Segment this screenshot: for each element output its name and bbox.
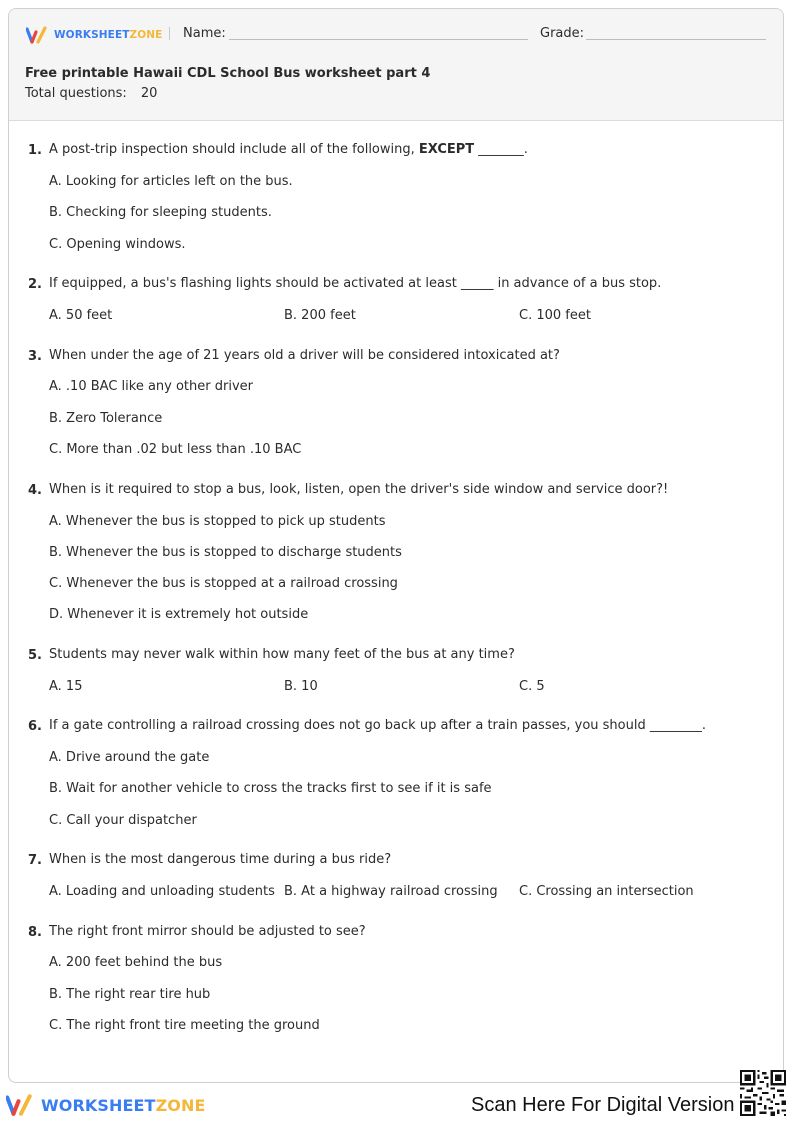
- option-c[interactable]: C. Call your dispatcher: [49, 813, 197, 828]
- question-text: Students may never walk within how many feet of the bus at any time?: [49, 647, 515, 662]
- question-number: 3.: [28, 349, 42, 364]
- option-c[interactable]: C. Whenever the bus is stopped at a railroad crossing: [49, 576, 398, 591]
- question-text: When is the most dangerous time during a bus ride?: [49, 852, 392, 867]
- question-text: When is it required to stop a bus, look, listen, open the driver's side window and service door?!: [49, 482, 669, 497]
- option-a[interactable]: A. Looking for articles left on the bus.: [49, 174, 293, 189]
- option-a[interactable]: A. 200 feet behind the bus: [49, 955, 223, 970]
- question-text: The right front mirror should be adjusted to see?: [49, 924, 366, 939]
- question-number: 2.: [28, 277, 42, 292]
- question-text: If equipped, a bus's flashing lights should be activated at least _____ in advance of a bus stop.: [49, 276, 662, 291]
- worksheet-header: [9, 9, 783, 121]
- option-c[interactable]: C. More than .02 but less than .10 BAC: [49, 442, 302, 457]
- name-label: Name:: [183, 26, 226, 41]
- scan-for-digital-text: Scan Here For Digital Version: [471, 1094, 735, 1116]
- footer-brand-logo: [6, 1093, 206, 1117]
- option-d[interactable]: D. Whenever it is extremely hot outside: [49, 607, 309, 622]
- worksheet-zone-logo-icon: [26, 26, 50, 44]
- brand-name: WORKSHEETZONE: [54, 29, 163, 41]
- option-c[interactable]: C. 100 feet: [519, 308, 591, 323]
- worksheet-page: [8, 8, 784, 1083]
- footer-brand-name: WORKSHEETZONE: [41, 1095, 206, 1115]
- question-number: 7.: [28, 853, 42, 868]
- option-c[interactable]: C. The right front tire meeting the ground: [49, 1018, 320, 1033]
- option-b[interactable]: B. Wait for another vehicle to cross the tracks first to see if it is safe: [49, 781, 492, 796]
- option-c[interactable]: C. Opening windows.: [49, 237, 186, 252]
- option-a[interactable]: A. .10 BAC like any other driver: [49, 379, 253, 394]
- worksheet-title: Free printable Hawaii CDL School Bus worksheet part 4: [25, 66, 431, 81]
- brand-logo: [26, 26, 162, 44]
- option-c[interactable]: C. Crossing an intersection: [519, 884, 694, 899]
- option-a[interactable]: A. 50 feet: [49, 308, 113, 323]
- option-b[interactable]: B. 200 feet: [284, 308, 356, 323]
- option-b[interactable]: B. The right rear tire hub: [49, 987, 211, 1002]
- option-b[interactable]: B. At a highway railroad crossing: [284, 884, 498, 899]
- question-number: 8.: [28, 925, 42, 940]
- qr-code-icon[interactable]: [740, 1070, 786, 1116]
- question-text: A post-trip inspection should include all of the following, EXCEPT _______.: [49, 142, 528, 157]
- question-number: 4.: [28, 483, 42, 498]
- total-questions-value: 20: [140, 86, 158, 101]
- grade-label: Grade:: [540, 26, 585, 41]
- question-text: When under the age of 21 years old a driver will be considered intoxicated at?: [49, 348, 560, 363]
- option-b[interactable]: B. Zero Tolerance: [49, 411, 163, 426]
- name-field[interactable]: [229, 39, 528, 40]
- option-b[interactable]: B. Checking for sleeping students.: [49, 205, 272, 220]
- header-divider: [169, 27, 170, 40]
- grade-field[interactable]: [586, 39, 766, 40]
- option-a[interactable]: A. Drive around the gate: [49, 750, 210, 765]
- question-number: 1.: [28, 143, 42, 158]
- worksheet-zone-logo-icon: [6, 1093, 36, 1117]
- total-questions: Total questions: 20: [25, 86, 158, 101]
- option-a[interactable]: A. Loading and unloading students: [49, 884, 275, 899]
- option-b[interactable]: B. 10: [284, 679, 318, 694]
- question-number: 5.: [28, 648, 42, 663]
- option-b[interactable]: B. Whenever the bus is stopped to discharge students: [49, 545, 402, 560]
- option-a[interactable]: A. 15: [49, 679, 83, 694]
- option-a[interactable]: A. Whenever the bus is stopped to pick up students: [49, 514, 386, 529]
- question-text: If a gate controlling a railroad crossing does not go back up after a train passes, you should ________.: [49, 718, 706, 733]
- option-c[interactable]: C. 5: [519, 679, 545, 694]
- question-number: 6.: [28, 719, 42, 734]
